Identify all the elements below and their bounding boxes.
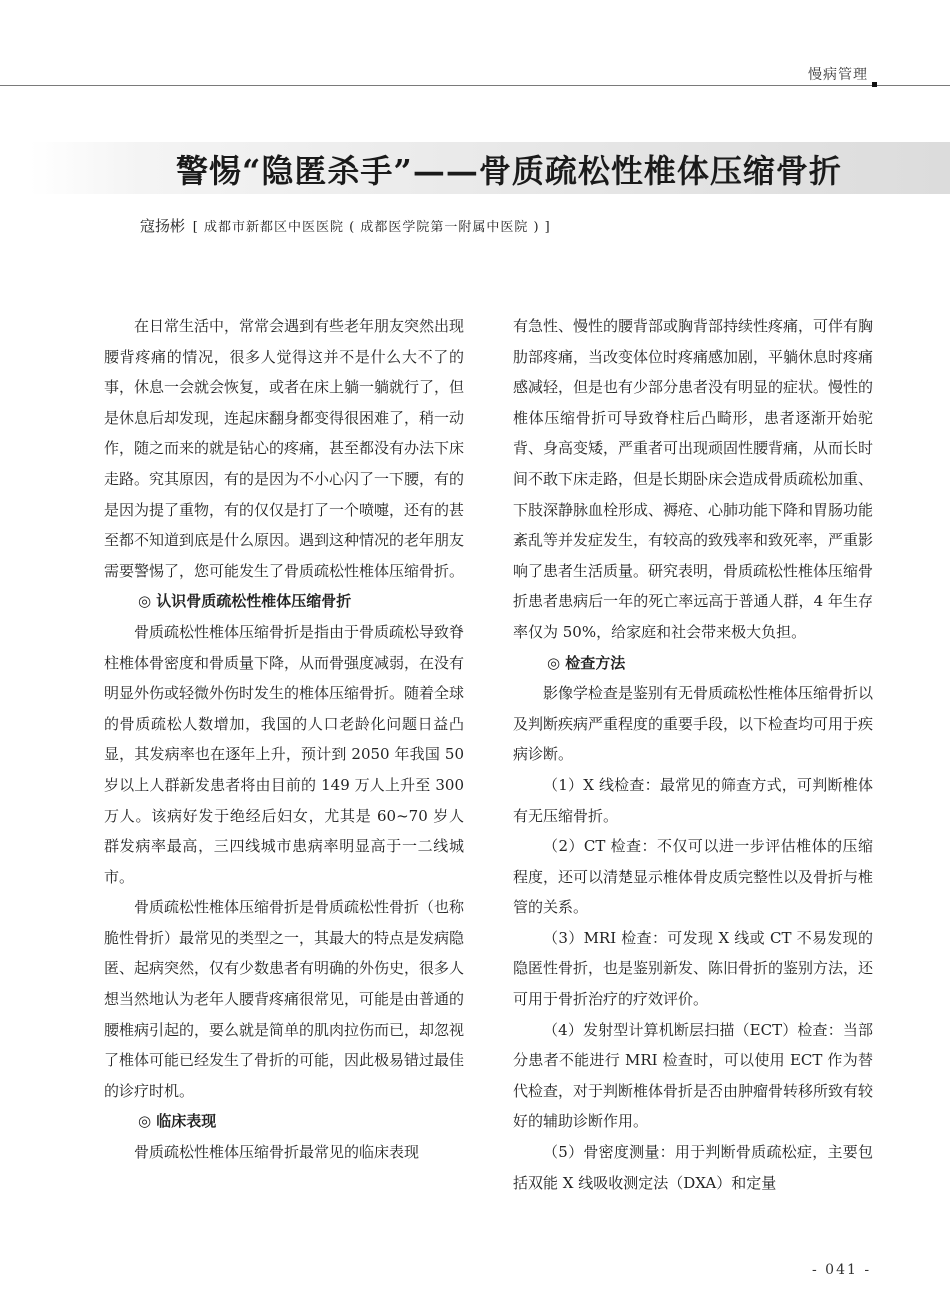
author-name: 寇扬彬 — [140, 217, 186, 235]
paragraph: （1）X 线检查：最常见的筛查方式，可判断椎体有无压缩骨折。 — [513, 775, 873, 825]
article-title: 警惕“隐匿杀手”——骨质疏松性椎体压缩骨折 — [176, 152, 842, 190]
paragraph: （5）骨密度测量：用于判断骨质疏松症，主要包括双能 X 线吸收测定法（DXA）和定量 — [513, 1143, 873, 1192]
left-column — [104, 311, 464, 1168]
author-affiliation: [ 成都市新都区中医医院 ( 成都医学院第一附属中医院 ) ] — [192, 220, 551, 235]
section-heading: ◎ 认识骨质疏松性椎体压缩骨折 — [138, 592, 352, 611]
section-label: 慢病管理 — [808, 67, 868, 83]
byline — [140, 215, 551, 236]
header-rule — [0, 85, 950, 86]
paragraph: 骨质疏松性椎体压缩骨折是指由于骨质疏松导致脊柱椎体骨密度和骨质量下降，从而骨强度减弱，在没有明显外伤或轻微外伤时发生的椎体压缩骨折。随着全球的骨质疏松人数增加，我国的人口老龄化问题日益凸显，其发病率也在逐年上升，预计到 2050 年我国 50 岁以上人群新发患者将由目前的 149 万人上升至 300 万人。该病好发于绝经后妇女，尤其是 60~70 岁人群发病率最高，三四线城市患病率明显高于一二线城市。 — [104, 622, 465, 886]
paragraph: （3）MRI 检查：可发现 X 线或 CT 不易发现的隐匿性骨折，也是鉴别新发、陈旧骨折的鉴别方法，还可用于骨折治疗的疗效评价。 — [513, 928, 874, 1009]
page-number: - 041 - — [812, 1262, 872, 1278]
paragraph: （4）发射型计算机断层扫描（ECT）检查：当部分患者不能进行 MRI 检查时，可以使用 ECT 作为替代检查，对于判断椎体骨折是否由肿瘤骨转移所致有较好的辅助诊断作用。 — [513, 1020, 874, 1131]
paragraph: 骨质疏松性椎体压缩骨折是骨质疏松性骨折（也称脆性骨折）最常见的类型之一，其最大的特点是发病隐匿、起病突然，仅有少数患者有明确的外伤史，很多人想当然地认为老年人腰背疼痛很常见，可能是由普通的腰椎病引起的，要么就是简单的肌肉拉伤而已，却忽视了椎体可能已经发生了骨折的可能，因此极易错过最佳的诊疗时机。 — [104, 898, 465, 1100]
paragraph: 骨质疏松性椎体压缩骨折最常见的临床表现 — [134, 1143, 420, 1162]
section-heading: ◎ 临床表现 — [138, 1112, 217, 1131]
section-heading: ◎ 检查方法 — [547, 653, 626, 672]
paragraph: 在日常生活中，常常会遇到有些老年朋友突然出现腰背疼痛的情况，很多人觉得这并不是什么大不了的事，休息一会就会恢复，或者在床上躺一躺就行了，但是休息后却发现，连起床翻身都变得很困难了，稍一动作，随之而来的就是钻心的疼痛，甚至都没有办法下床走路。究其原因，有的是因为不小心闪了一下腰，有的是因为提了重物，有的仅仅是打了一个喷嚏，还有的甚至都不知道到底是什么原因。遇到这种情况的老年朋友需要警惕了，您可能发生了骨质疏松性椎体压缩骨折。 — [104, 317, 465, 580]
right-column — [513, 311, 873, 1198]
section-marker — [872, 82, 877, 87]
paragraph: （2）CT 检查：不仅可以进一步评估椎体的压缩程度，还可以清楚显示椎体骨皮质完整性以及骨折与椎管的关系。 — [513, 837, 874, 917]
paragraph: 有急性、慢性的腰背部或胸背部持续性疼痛，可伴有胸肋部疼痛，当改变体位时疼痛感加剧，平躺休息时疼痛感减轻，但是也有少部分患者没有明显的症状。慢性的椎体压缩骨折可导致脊柱后凸畸形，患者逐渐开始驼背、身高变矮，严重者可出现顽固性腰背痛，从而长时间不敢下床走路，但是长期卧床会造成骨质疏松加重、下肢深静脉血栓形成、褥疮、心肺功能下降和胃肠功能紊乱等并发症发生，有较高的致残率和致死率，严重影响了患者生活质量。研究表明，骨质疏松性椎体压缩骨折患者患病后一年的死亡率远高于普通人群，4 年生存率仅为 50%，给家庭和社会带来极大负担。 — [513, 317, 874, 641]
paragraph: 影像学检查是鉴别有无骨质疏松性椎体压缩骨折以及判断疾病严重程度的重要手段，以下检查均可用于疾病诊断。 — [513, 684, 874, 764]
